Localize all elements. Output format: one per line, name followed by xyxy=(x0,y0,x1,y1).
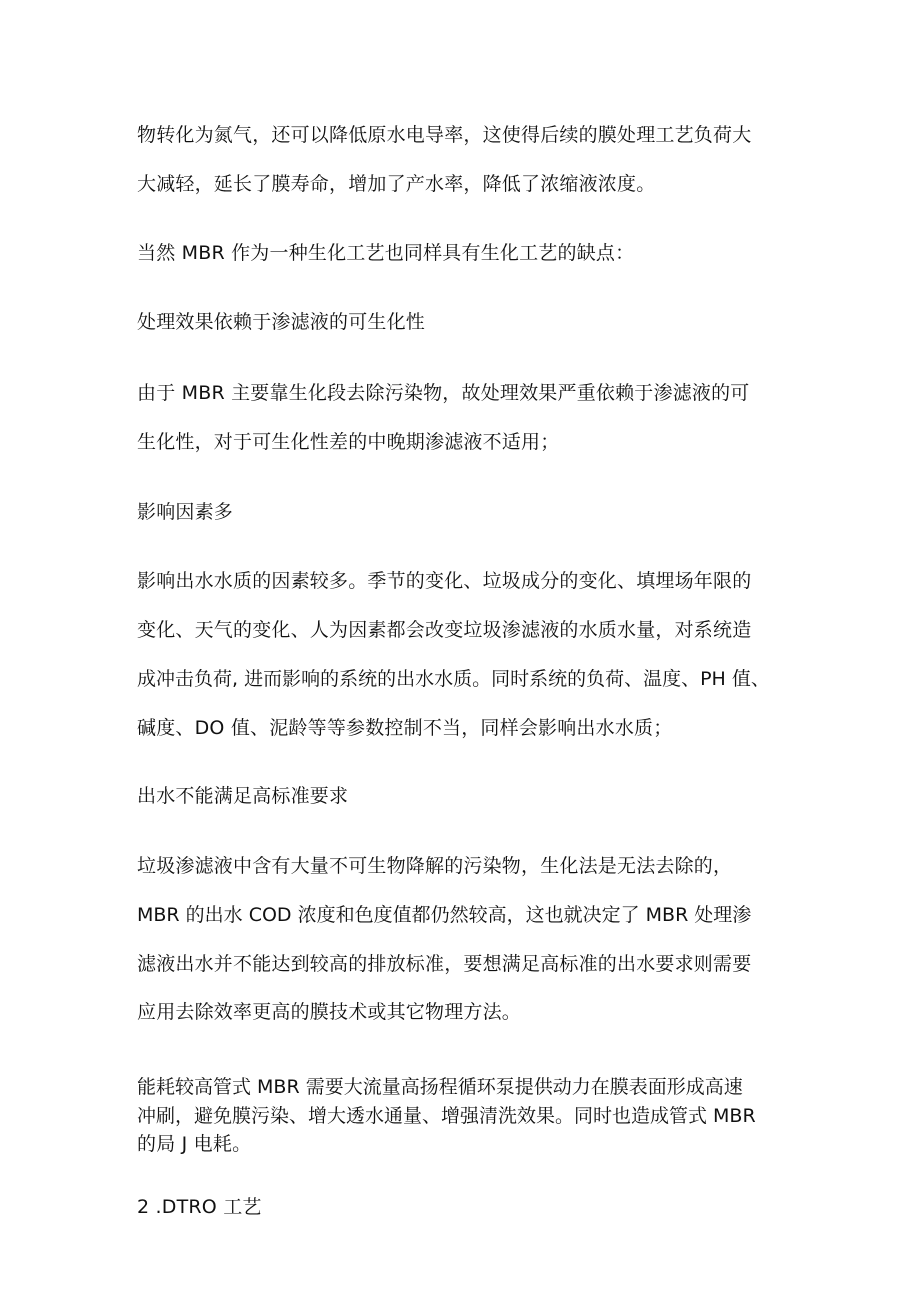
intro-line-2: 大减轻，延长了膜寿命，增加了产水率，降低了浓缩液浓度。 xyxy=(137,173,656,195)
heading-standard: 出水不能满足高标准要求 xyxy=(137,785,349,807)
factors-line-1: 影响出水水质的因素较多。季节的变化、垃圾成分的变化、填埋场年限的 xyxy=(137,570,752,592)
factors-line-3: 成冲击负荷, 进而影响的系统的出水水质。同时系统的负荷、温度、PH 值、 xyxy=(137,668,770,690)
drawback-intro-line: 当然 MBR 作为一种生化工艺也同样具有生化工艺的缺点： xyxy=(137,242,635,264)
standard-line-3: 滤液出水并不能达到较高的排放标准，要想满足高标准的出水要求则需要 xyxy=(137,953,752,975)
standard-line-4: 应用去除效率更高的膜技术或其它物理方法。 xyxy=(137,1001,522,1023)
heading-factors: 影响因素多 xyxy=(137,501,234,523)
energy-line-3: 的局 J 电耗。 xyxy=(137,1133,252,1155)
standard-line-1: 垃圾渗滤液中含有大量不可生物降解的污染物，生化法是无法去除的， xyxy=(137,855,733,877)
biodegradability-line-1: 由于 MBR 主要靠生化段去除污染物，故处理效果严重依赖于渗滤液的可 xyxy=(137,382,750,404)
factors-line-2: 变化、天气的变化、人为因素都会改变垃圾渗滤液的水质水量，对系统造 xyxy=(137,619,752,641)
standard-line-2: MBR 的出水 COD 浓度和色度值都仍然较高，这也就决定了 MBR 处理渗 xyxy=(137,904,752,926)
energy-line-2: 冲刷，避免膜污染、增大透水通量、增强清洗效果。同时也造成管式 MBR xyxy=(137,1105,756,1127)
biodegradability-line-2: 生化性，对于可生化性差的中晚期渗滤液不适用； xyxy=(137,431,560,453)
factors-line-4: 碱度、DO 值、泥龄等等参数控制不当，同样会影响出水水质； xyxy=(137,717,673,739)
energy-line-1: 能耗较高管式 MBR 需要大流量高扬程循环泵提供动力在膜表面形成高速 xyxy=(137,1076,743,1098)
heading-biodegradability: 处理效果依赖于渗滤液的可生化性 xyxy=(137,311,426,333)
intro-line-1: 物转化为氮气，还可以降低原水电导率，这使得后续的膜处理工艺负荷大 xyxy=(137,124,752,146)
section-heading-dtro: 2 .DTRO 工艺 xyxy=(137,1196,262,1218)
